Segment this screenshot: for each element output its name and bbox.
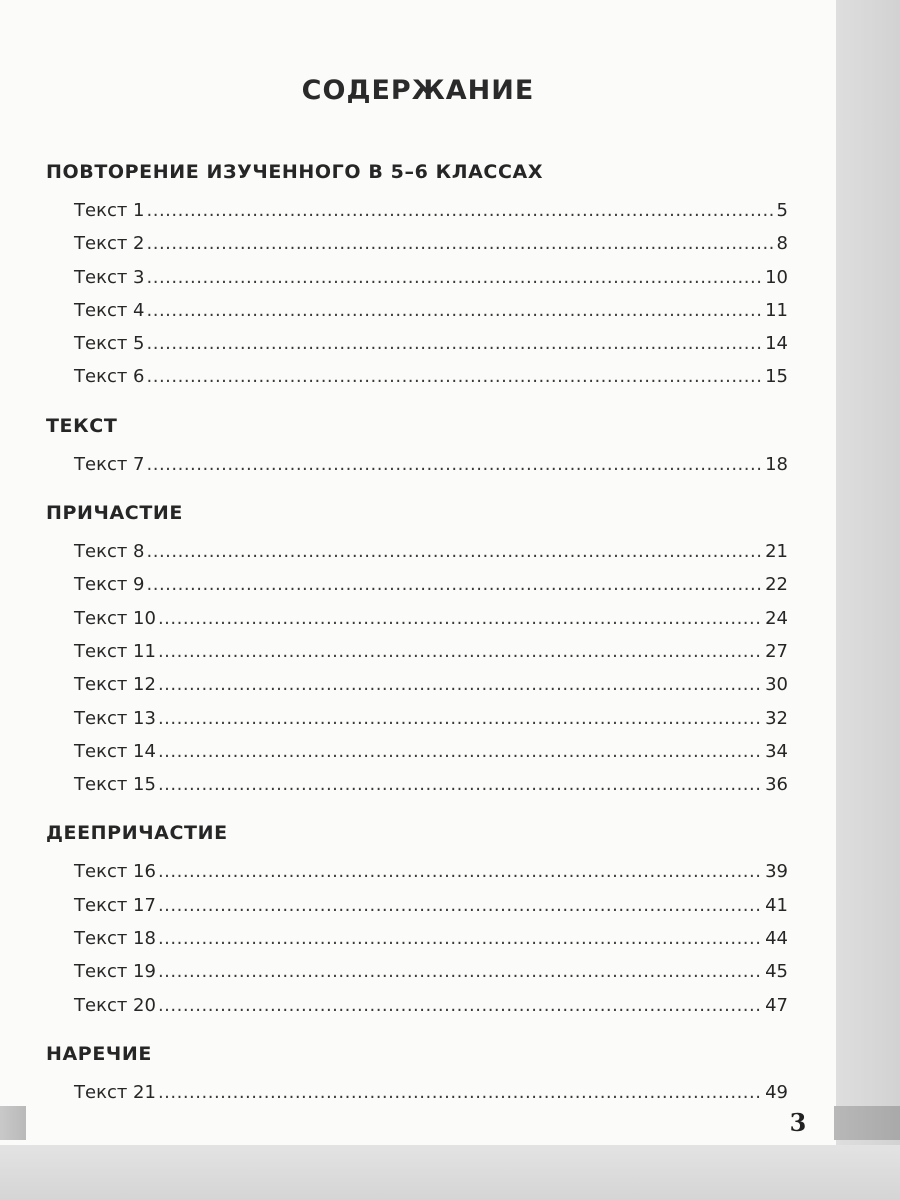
toc-entry[interactable] (46, 768, 788, 801)
dot-leader (158, 768, 763, 801)
entry-page-number: 45 (765, 961, 788, 983)
toc-entry[interactable] (46, 855, 788, 888)
dot-leader (147, 535, 764, 568)
dot-leader (158, 702, 763, 735)
entry-page-number: 49 (765, 1081, 788, 1103)
entry-label: Текст 18 (74, 928, 156, 950)
section-title: ПОВТОРЕНИЕ ИЗУЧЕННОГО В 5–6 КЛАССАХ (46, 161, 544, 183)
page-footer-bar-left (0, 1106, 26, 1140)
entry-label: Текст 9 (74, 574, 145, 596)
dot-leader (147, 568, 764, 601)
dot-leader (147, 194, 775, 227)
entry-list (46, 194, 788, 394)
section-title: ТЕКСТ (46, 414, 118, 437)
entry-label: Текст 20 (74, 994, 156, 1016)
entry-label: Текст 10 (74, 607, 156, 629)
page-footer-bar-right (834, 1106, 900, 1140)
toc-entry[interactable] (46, 261, 788, 294)
entry-list (46, 1076, 788, 1109)
toc-entry[interactable] (46, 448, 788, 481)
toc-entry[interactable] (46, 227, 788, 260)
toc-entry[interactable] (46, 294, 788, 327)
entry-label: Текст 15 (74, 774, 156, 796)
toc-entry[interactable] (46, 922, 788, 955)
entry-page-number: 36 (765, 774, 788, 796)
dot-leader (147, 448, 764, 481)
entry-label: Текст 4 (74, 299, 145, 321)
dot-leader (147, 360, 764, 393)
toc-section-text (46, 404, 788, 481)
dot-leader (158, 855, 763, 888)
toc-entry[interactable] (46, 327, 788, 360)
page-edge-shadow (836, 0, 900, 1200)
entry-list (46, 535, 788, 801)
page-title: СОДЕРЖАНИЕ (301, 75, 535, 106)
toc-entry[interactable] (46, 194, 788, 227)
toc-entry[interactable] (46, 635, 788, 668)
entry-page-number: 15 (765, 366, 788, 388)
entry-label: Текст 16 (74, 861, 156, 883)
toc-entry[interactable] (46, 989, 788, 1022)
entry-label: Текст 1 (74, 200, 145, 221)
toc-entry[interactable] (46, 602, 788, 635)
toc-section-adverb (46, 1032, 788, 1109)
toc-entry[interactable] (46, 568, 788, 601)
toc-section-gerund (46, 811, 788, 1021)
entry-page-number: 24 (765, 607, 788, 629)
entry-page-number: 18 (765, 453, 788, 475)
entry-label: Текст 19 (74, 961, 156, 983)
toc-entry[interactable] (46, 535, 788, 568)
section-title: ПРИЧАСТИЕ (46, 502, 183, 525)
entry-page-number: 27 (765, 640, 788, 662)
entry-label: Текст 6 (74, 366, 145, 388)
dot-leader (158, 889, 763, 922)
toc-section-participle (46, 491, 788, 801)
entry-label: Текст 5 (74, 333, 145, 355)
toc-section-review (46, 150, 788, 394)
entry-label: Текст 12 (74, 674, 156, 696)
entry-page-number: 39 (765, 861, 788, 883)
dot-leader (147, 261, 764, 294)
toc-entry[interactable] (46, 889, 788, 922)
section-title: ДЕЕПРИЧАСТИЕ (46, 822, 228, 845)
entry-page-number: 21 (765, 541, 788, 563)
dot-leader (147, 327, 764, 360)
entry-label: Текст 7 (74, 453, 145, 475)
entry-list (46, 855, 788, 1021)
entry-page-number: 10 (765, 266, 788, 288)
toc-entry[interactable] (46, 702, 788, 735)
dot-leader (147, 227, 775, 260)
entry-page-number: 14 (765, 333, 788, 355)
entry-list (46, 448, 788, 481)
toc-entry[interactable] (46, 668, 788, 701)
toc-entry[interactable] (46, 1076, 788, 1109)
entry-label: Текст 8 (74, 541, 145, 563)
toc-entry[interactable] (46, 735, 788, 768)
toc-entry[interactable] (46, 360, 788, 393)
entry-label: Текст 21 (74, 1081, 156, 1103)
dot-leader (158, 668, 763, 701)
table-of-contents (46, 150, 788, 1109)
dot-leader (158, 1076, 763, 1109)
entry-label: Текст 17 (74, 894, 156, 916)
entry-page-number: 47 (765, 994, 788, 1016)
entry-page-number: 34 (765, 740, 788, 762)
dot-leader (158, 602, 763, 635)
page-number: 3 (789, 1108, 807, 1137)
toc-entry[interactable] (46, 955, 788, 988)
entry-label: Текст 2 (74, 233, 145, 255)
entry-page-number: 8 (776, 233, 788, 255)
entry-page-number: 22 (765, 574, 788, 596)
dot-leader (147, 294, 764, 327)
dot-leader (158, 735, 763, 768)
entry-label: Текст 11 (74, 640, 156, 662)
section-title: НАРЕЧИЕ (46, 1042, 152, 1065)
dot-leader (158, 922, 763, 955)
dot-leader (158, 635, 763, 668)
entry-page-number: 41 (765, 894, 788, 916)
entry-page-number: 30 (765, 674, 788, 696)
entry-page-number: 44 (765, 928, 788, 950)
entry-page-number: 5 (776, 200, 788, 221)
dot-leader (158, 955, 763, 988)
entry-label: Текст 14 (74, 740, 156, 762)
entry-label: Текст 3 (74, 266, 145, 288)
entry-page-number: 11 (765, 299, 788, 321)
entry-page-number: 32 (765, 707, 788, 729)
entry-label: Текст 13 (74, 707, 156, 729)
dot-leader (158, 989, 763, 1022)
bottom-page-edge (0, 1145, 900, 1200)
